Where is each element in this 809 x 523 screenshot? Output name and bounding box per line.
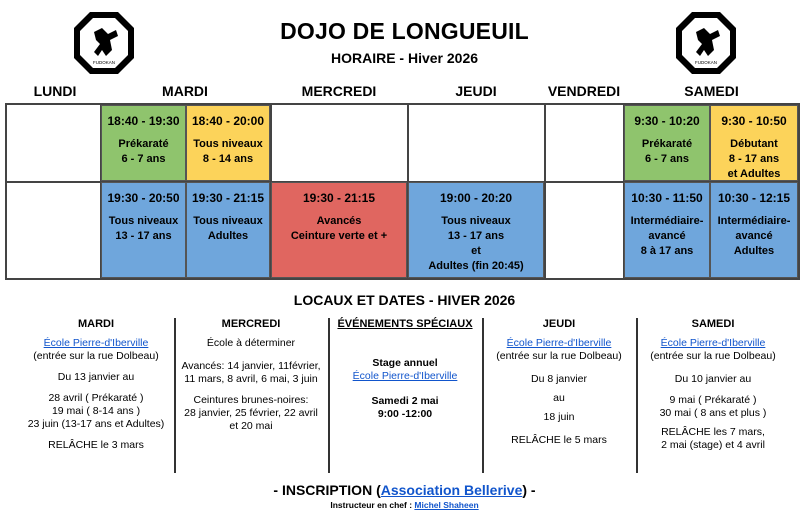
day-jeudi: JEUDI [455,83,497,99]
locaux-samedi: SAMEDI École Pierre-d'Iberville (entrée sur la rue Dolbeau) Du 10 janvier au 9 mai ( Prékaraté ) 30 mai ( 8 ans et plus ) RELÂCHE les 7 mars, 2 mai (stage) et 4 avril [638,318,788,452]
school-link[interactable]: École Pierre-d'Iberville [43,337,149,349]
dojo-logo-right [674,10,738,76]
class-samedi-intermediaire-adultes: 10:30 - 12:15 Intermédiaire- avancé Adultes [710,182,798,278]
school-link[interactable]: École Pierre-d'Iberville [352,370,458,382]
inscription-line: - INSCRIPTION (Association Bellerive) - [273,482,536,498]
grid-v6 [798,103,800,280]
class-samedi-intermediaire-jeunes: 10:30 - 11:50 Intermédiaire- avancé 8 à 17 ans [624,182,710,278]
locaux-evenements: ÉVÉNEMENTS SPÉCIAUX Stage annuel École Pierre-d'Iberville Samedi 2 mai 9:00 -12:00 [330,318,480,421]
class-mercredi-avances: 19:30 - 21:15 Avancés Ceinture verte et + [271,182,407,278]
class-jeudi-tous-niveaux: 19:00 - 20:20 Tous niveaux 13 - 17 ans et Adultes (fin 20:45) [408,182,544,278]
association-link[interactable]: Association Bellerive [380,482,523,498]
school-link[interactable]: École Pierre-d'Iberville [660,337,766,349]
class-mardi-tous-niveaux-jeunes: 18:40 - 20:00 Tous niveaux 8 - 14 ans [186,105,270,181]
page-subtitle: HORAIRE - Hiver 2026 [330,50,479,66]
day-samedi: SAMEDI [684,83,739,99]
dojo-logo-left [72,10,136,76]
locaux-jeudi: JEUDI École Pierre-d'Iberville (entrée sur la rue Dolbeau) Du 8 janvier au 18 juin RELÂCHE le 5 mars [484,318,634,447]
instructor-link[interactable]: Michel Shaheen [414,500,479,510]
svg-text:FUDOKAN: FUDOKAN [694,60,718,65]
grid-v0 [5,103,7,280]
locaux-title: LOCAUX ET DATES - HIVER 2026 [293,292,516,308]
class-samedi-debutant: 9:30 - 10:50 Débutant 8 - 17 ans et Adultes [710,105,798,181]
day-lundi: LUNDI [33,83,77,99]
svg-text:FUDOKAN: FUDOKAN [92,60,116,65]
instructor-line: Instructeur en chef : Michel Shaheen [330,500,479,510]
class-samedi-prekarate: 9:30 - 10:20 Prékaraté 6 - 7 ans [624,105,710,181]
day-mardi: MARDI [162,83,208,99]
day-vendredi: VENDREDI [547,83,621,99]
locaux-mercredi: MERCREDI École à déterminer Avancés: 14 janvier, 11février, 11 mars, 8 avril, 6 mai, 3 juin Ceintures brunes-noires: 28 janvier, 25 février, 22 avril et 20 mai [181,318,321,432]
locaux-mardi: MARDI École Pierre-d'Iberville (entrée sur la rue Dolbeau) Du 13 janvier au 28 avril ( Prékaraté ) 19 mai ( 8-14 ans ) 23 juin (13-17 ans et Adultes) RELÂCHE le 3 mars [20,318,172,452]
class-mardi-prekarate: 18:40 - 19:30 Prékaraté 6 - 7 ans [101,105,186,181]
class-mardi-tous-niveaux-ados: 19:30 - 20:50 Tous niveaux 13 - 17 ans [101,182,186,278]
grid-v4 [544,103,546,280]
page-title: DOJO DE LONGUEUIL [280,18,529,44]
school-link[interactable]: École Pierre-d'Iberville [506,337,612,349]
grid-bottom [5,278,799,280]
class-mardi-tous-niveaux-adultes: 19:30 - 21:15 Tous niveaux Adultes [186,182,270,278]
day-mercredi: MERCREDI [301,83,377,99]
